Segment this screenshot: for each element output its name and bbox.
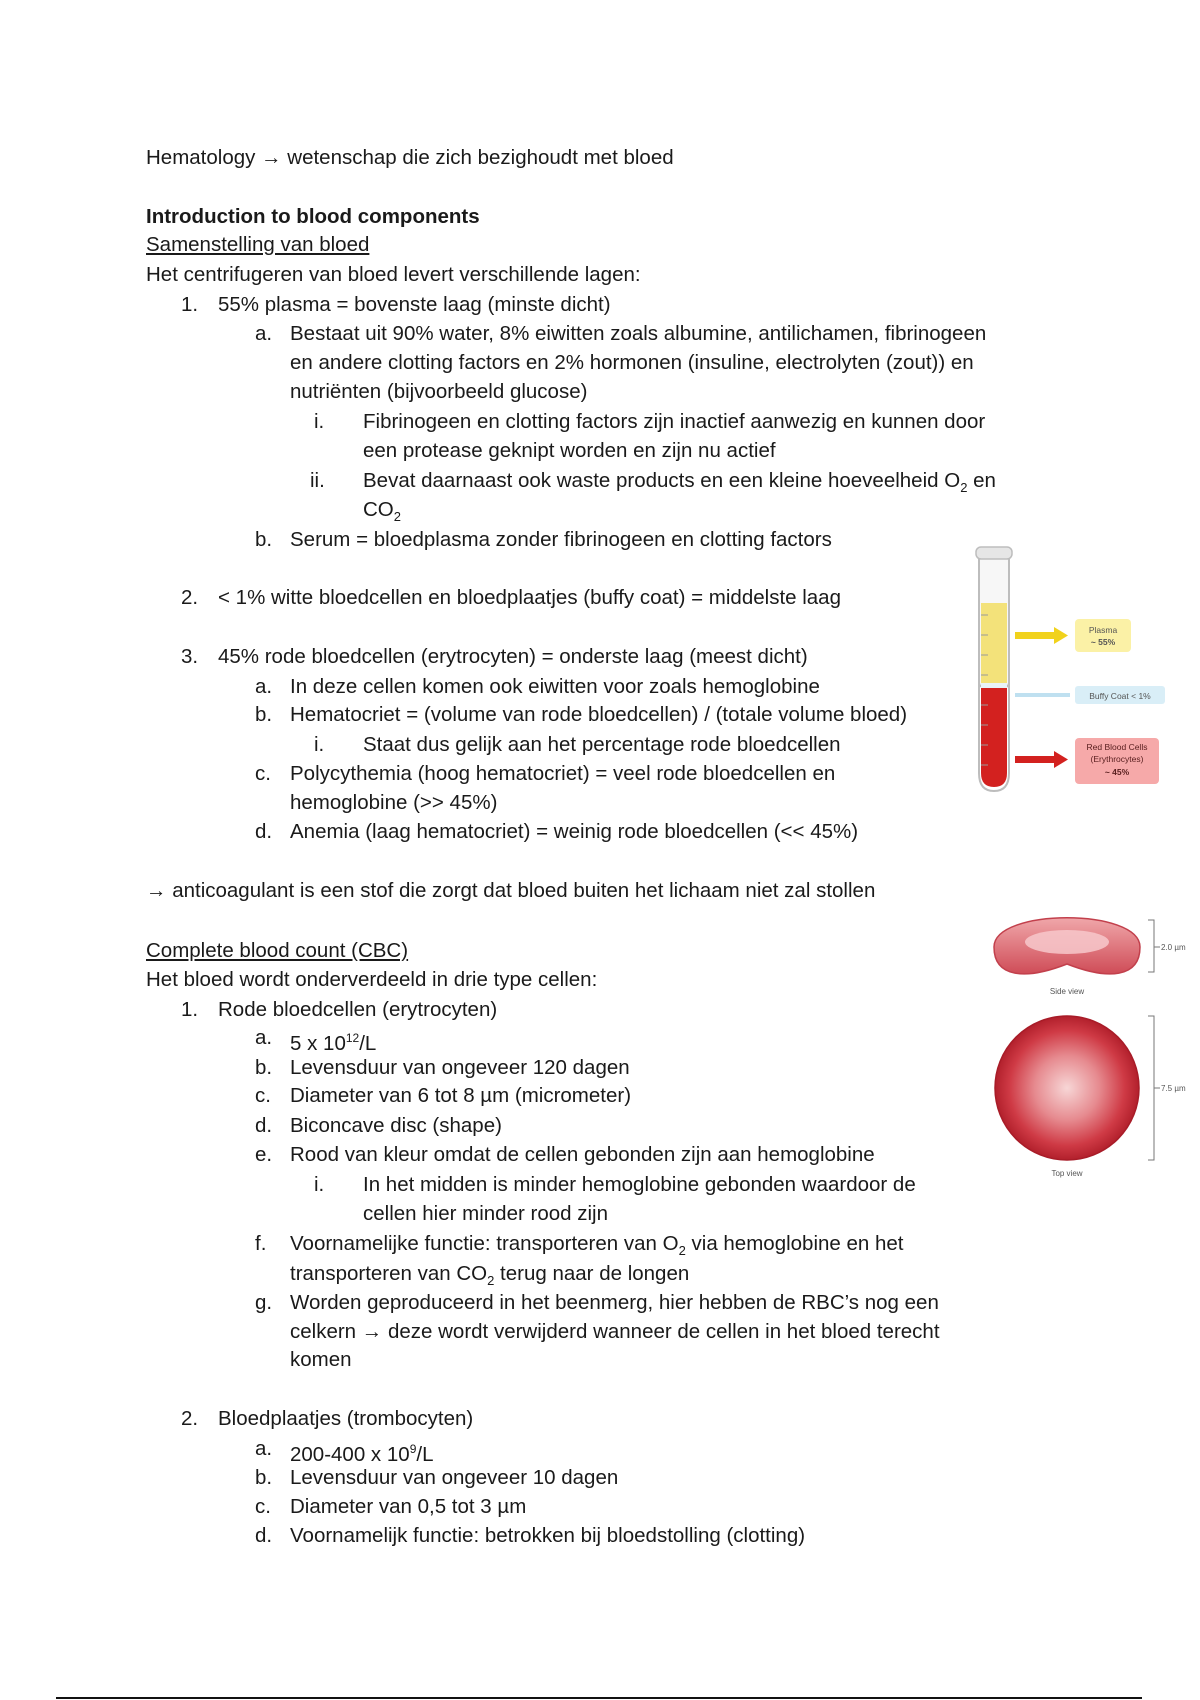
list-item: Staat dus gelijk aan het percentage rode bloedcellen <box>363 733 841 756</box>
rbc-sublabel: (Erythrocytes) <box>1090 754 1144 764</box>
list-marker: i. <box>314 1173 325 1196</box>
section2-intro: Het bloed wordt onderverdeeld in drie type cellen: <box>146 968 598 991</box>
section-heading: Introduction to blood components <box>146 205 480 228</box>
list-item: Levensduur van ongeveer 120 dagen <box>290 1056 630 1079</box>
list-item: 55% plasma = bovenste laag (minste dicht) <box>218 293 611 316</box>
list-marker: d. <box>255 820 273 843</box>
list-marker: c. <box>255 762 271 785</box>
list-marker: a. <box>255 1026 273 1049</box>
list-marker: 1. <box>181 293 199 316</box>
list-item-continued: komen <box>290 1348 352 1371</box>
plasma-label-box <box>1075 619 1131 652</box>
list-item: In deze cellen komen ook eiwitten voor zoals hemoglobine <box>290 675 820 698</box>
list-marker: 2. <box>181 1407 199 1430</box>
rbc-percent: ~ 45% <box>1104 767 1130 777</box>
rbc-side-view-icon <box>994 918 1140 974</box>
list-marker: a. <box>255 675 273 698</box>
list-item-continued: celkern → deze wordt verwijderd wanneer de cellen in het bloed terecht <box>290 1320 940 1343</box>
plasma-label: Plasma <box>1088 625 1118 635</box>
list-marker: c. <box>255 1084 271 1107</box>
subheading-samenstelling: Samenstelling van bloed <box>146 233 370 256</box>
list-marker: ii. <box>310 469 325 492</box>
list-item: Bloedplaatjes (trombocyten) <box>218 1407 474 1430</box>
list-item: Rood van kleur omdat de cellen gebonden zijn aan hemoglobine <box>290 1143 875 1166</box>
list-marker: c. <box>255 1495 271 1518</box>
rbc-top-view-icon <box>995 1016 1139 1160</box>
list-item-continued: en andere clotting factors en 2% hormonen (insuline, electrolyten (zout)) en <box>290 351 974 374</box>
list-item: Anemia (laag hematocriet) = weinig rode bloedcellen (<< 45%) <box>290 820 859 843</box>
centrifuged-blood-tube-figure <box>962 545 1170 825</box>
list-marker: b. <box>255 528 273 551</box>
list-item: Rode bloedcellen (erytrocyten) <box>218 998 498 1021</box>
list-item-continued: $CO_2$ <box>363 498 401 525</box>
list-marker: b. <box>255 1056 273 1079</box>
list-marker: 2. <box>181 586 199 609</box>
list-item: Voornamelijk functie: betrokken bij bloedstolling (clotting) <box>290 1524 806 1547</box>
list-marker: e. <box>255 1143 273 1166</box>
list-item-continued: transporteren van $CO_2$ terug naar de longen <box>290 1262 690 1289</box>
side-view-label: Side view <box>1049 987 1085 996</box>
red-blood-cell-figure <box>990 900 1196 1200</box>
list-item: Bevat daarnaast ook waste products en een kleine hoeveelheid $O_2$ en <box>363 469 996 496</box>
page-divider <box>56 1697 1142 1699</box>
plasma-percent: ~ 55% <box>1090 637 1116 647</box>
list-item: < 1% witte bloedcellen en bloedplaatjes (buffy coat) = middelste laag <box>218 586 841 609</box>
top-dimension-bracket <box>1148 1016 1160 1160</box>
list-item-continued: nutriënten (bijvoorbeeld glucose) <box>290 380 588 403</box>
list-marker: a. <box>255 1437 273 1460</box>
list-item: Levensduur van ongeveer 10 dagen <box>290 1466 619 1489</box>
list-item: 200-400 x $10^9/L$ <box>290 1442 434 1466</box>
list-item: Diameter van 6 tot 8 µm (micrometer) <box>290 1084 632 1107</box>
test-tube-icon <box>976 547 1012 791</box>
top-view-label: Top view <box>1051 1169 1083 1178</box>
intro-line: Hematology → wetenschap die zich bezighoudt met bloed <box>146 146 674 169</box>
list-item: Hematocriet = (volume van rode bloedcellen) / (totale volume bloed) <box>290 703 908 726</box>
list-marker: a. <box>255 322 273 345</box>
list-item: 5 x $10^{12}/L$ <box>290 1031 377 1055</box>
list-item-continued: hemoglobine (>> 45%) <box>290 791 498 814</box>
buffy-coat-arrow-icon <box>1015 693 1070 697</box>
list-item-continued: cellen hier minder rood zijn <box>363 1202 608 1225</box>
list-item: Serum = bloedplasma zonder fibrinogeen en clotting factors <box>290 528 832 551</box>
list-item: Biconcave disc (shape) <box>290 1114 502 1137</box>
list-item: 45% rode bloedcellen (erytrocyten) = onderste laag (meest dicht) <box>218 645 808 668</box>
list-item: Voornamelijke functie: transporteren van $O_2$ via hemoglobine en het <box>290 1232 904 1259</box>
list-marker: 3. <box>181 645 199 668</box>
side-dimension-bracket <box>1148 920 1160 972</box>
subheading-cbc: Complete blood count (CBC) <box>146 939 409 962</box>
list-item: Diameter van 0,5 tot 3 µm <box>290 1495 527 1518</box>
list-marker: 1. <box>181 998 199 1021</box>
side-dimension-label: 2.0 µm <box>1161 943 1186 952</box>
list-item: Fibrinogeen en clotting factors zijn inactief aanwezig en kunnen door <box>363 410 986 433</box>
top-dimension-label: 7.5 µm <box>1161 1084 1186 1093</box>
buffy-coat-label: Buffy Coat < 1% <box>1089 691 1151 701</box>
anticoagulant-note: → anticoagulant is een stof die zorgt dat bloed buiten het lichaam niet zal stollen <box>146 879 876 902</box>
list-marker: f. <box>255 1232 267 1255</box>
list-item: Bestaat uit 90% water, 8% eiwitten zoals albumine, antilichamen, fibrinogeen <box>290 322 987 345</box>
list-marker: g. <box>255 1291 273 1314</box>
rbc-label: Red Blood Cells <box>1086 742 1148 752</box>
list-marker: d. <box>255 1524 273 1547</box>
list-item: Worden geproduceerd in het beenmerg, hier hebben de RBC’s nog een <box>290 1291 939 1314</box>
list-item-continued: een protease geknipt worden en zijn nu actief <box>363 439 776 462</box>
list-marker: d. <box>255 1114 273 1137</box>
list-marker: b. <box>255 703 273 726</box>
list-marker: b. <box>255 1466 273 1489</box>
section1-intro: Het centrifugeren van bloed levert verschillende lagen: <box>146 263 641 286</box>
list-item: Polycythemia (hoog hematocriet) = veel rode bloedcellen en <box>290 762 836 785</box>
list-marker: i. <box>314 410 325 433</box>
list-marker: i. <box>314 733 325 756</box>
list-item: In het midden is minder hemoglobine gebonden waardoor de <box>363 1173 916 1196</box>
